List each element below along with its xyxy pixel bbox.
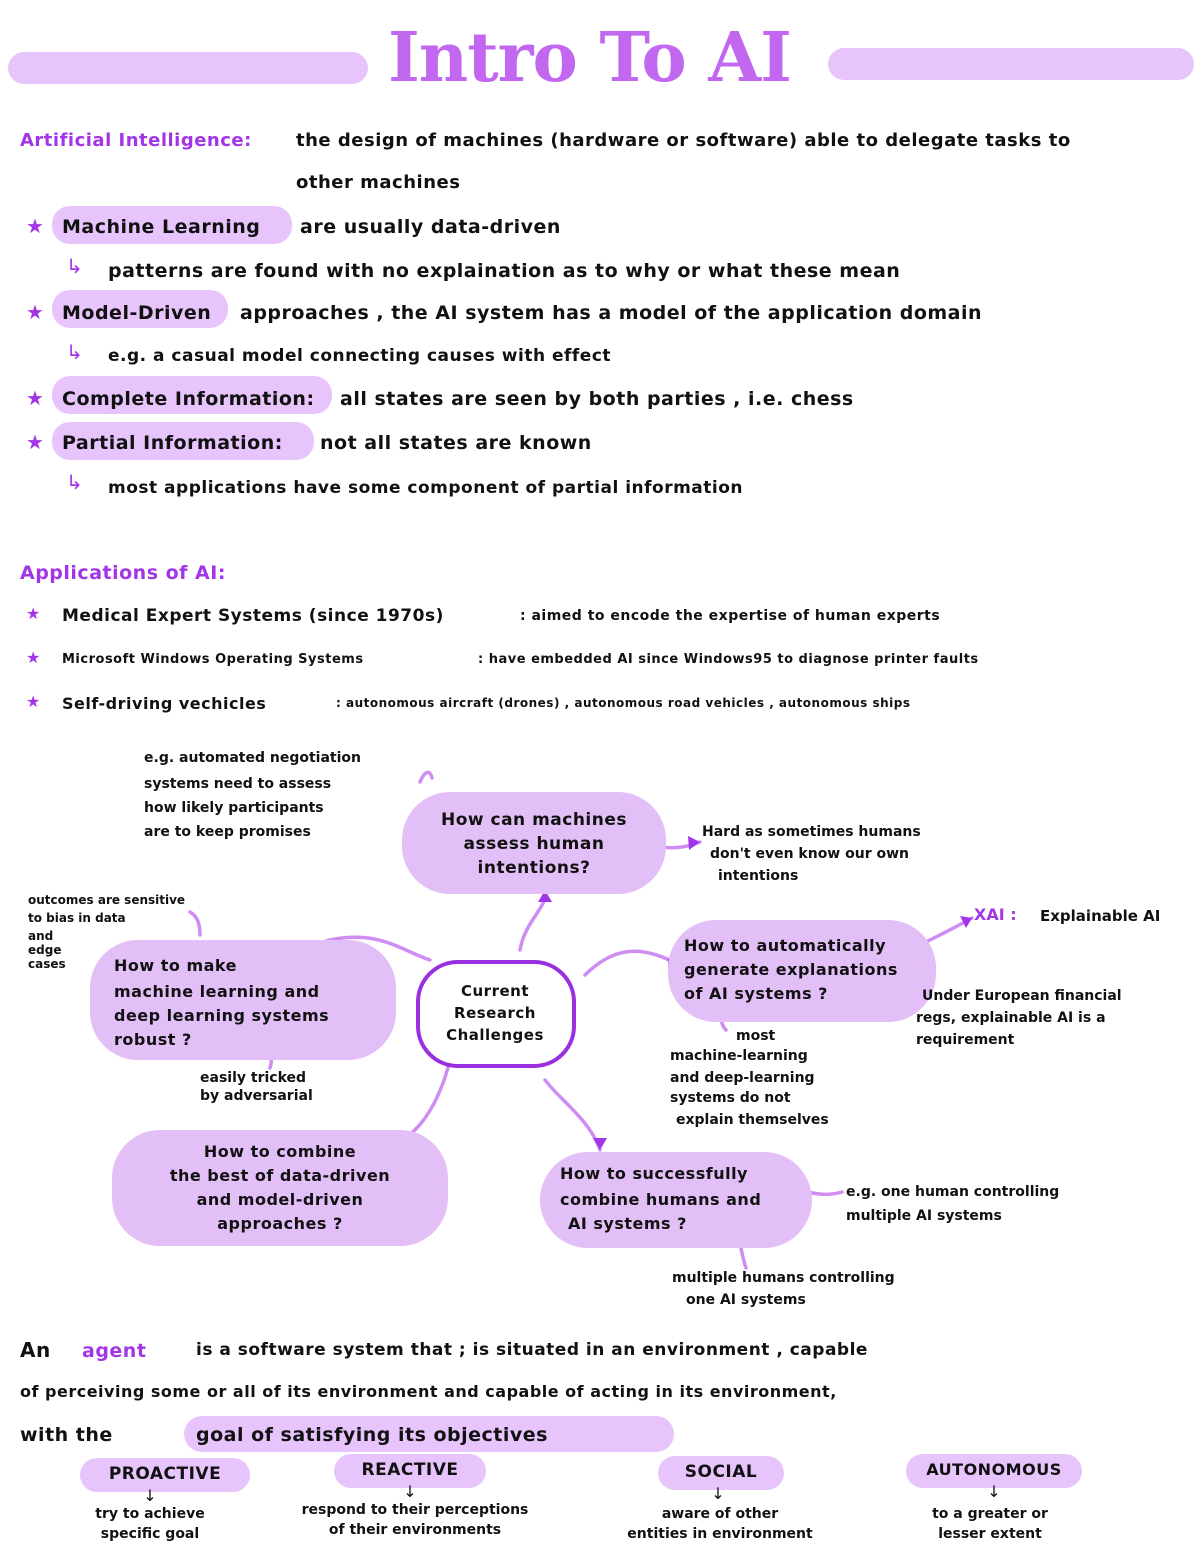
bullet-term: Complete Information: (62, 388, 315, 410)
application-text: : aimed to encode the expertise of human experts (520, 608, 941, 624)
star-icon: ★ (26, 386, 44, 410)
application-term: Self-driving vechicles (62, 694, 267, 713)
center-line: Research (454, 1004, 536, 1022)
bullet-term: Partial Information: (62, 432, 283, 454)
bullet-term: Machine Learning (62, 216, 261, 238)
question-line: combine humans and (560, 1190, 762, 1209)
question-line: of AI systems ? (684, 984, 828, 1003)
question-line: How to combine (203, 1142, 357, 1161)
question-line: and model-driven (196, 1190, 364, 1209)
down-arrow-icon: ↓ (987, 1482, 1001, 1501)
question-line: assess human (463, 834, 605, 854)
bullet-text: not all states are known (320, 432, 592, 454)
property-desc: aware of other (661, 1506, 779, 1522)
bullet-sub: patterns are found with no explaination as to why or what these mean (108, 260, 901, 282)
xai-label: XAI : (974, 905, 1017, 924)
note-line: machine-learning (670, 1048, 808, 1064)
property-desc: to a greater or (932, 1506, 1048, 1522)
question-line: deep learning systems (114, 1006, 330, 1025)
bullet-sub: most applications have some component of partial information (108, 478, 744, 498)
note-line: most (736, 1028, 776, 1044)
property-desc: lesser extent (938, 1526, 1042, 1542)
sub-arrow-icon: ↳ (66, 470, 83, 494)
note-line: how likely participants (144, 800, 324, 816)
note-line: multiple humans controlling (672, 1270, 895, 1286)
bullet-term: Model-Driven (62, 302, 212, 324)
note-line: don't even know our own (710, 846, 910, 862)
note-line: to bias in data (28, 911, 126, 925)
note-line: Under European financial (922, 988, 1122, 1004)
agent-line1: is a software system that ; is situated in an environment , capable (196, 1340, 868, 1360)
property-label: PROACTIVE (108, 1464, 222, 1484)
application-text: : autonomous aircraft (drones) , autonomous road vehicles , autonomous ships (336, 696, 911, 710)
note-line: systems do not (670, 1090, 791, 1106)
property-desc: entities in environment (627, 1526, 813, 1542)
center-line: Current (460, 982, 529, 1000)
page-title: Intro To AI (388, 18, 791, 98)
sub-arrow-icon: ↳ (66, 340, 83, 364)
agent-word: agent (82, 1340, 147, 1362)
star-icon: ★ (26, 214, 44, 238)
question-line: intentions? (477, 858, 591, 878)
question-line: generate explanations (684, 960, 898, 979)
down-arrow-icon: ↓ (403, 1482, 417, 1501)
bullet-text: approaches , the AI system has a model of the application domain (240, 302, 983, 324)
note-line: e.g. automated negotiation (144, 750, 361, 766)
bullet-sub: e.g. a casual model connecting causes with effect (108, 346, 612, 366)
note-line: regs, explainable AI is a (916, 1010, 1106, 1026)
note-line: multiple AI systems (846, 1208, 1002, 1224)
star-icon: ★ (26, 300, 44, 324)
note-line: are to keep promises (144, 824, 311, 840)
question-line: AI systems ? (568, 1214, 687, 1233)
center-line: Challenges (446, 1026, 544, 1044)
note-line: intentions (718, 868, 799, 884)
question-line: How to automatically (684, 936, 887, 955)
note-line: systems need to assess (144, 776, 332, 792)
down-arrow-icon: ↓ (143, 1486, 157, 1505)
note-line: outcomes are sensitive (28, 893, 186, 907)
star-icon: ★ (26, 648, 41, 667)
property-desc: respond to their perceptions (301, 1502, 529, 1518)
question-line: the best of data-driven (169, 1166, 391, 1185)
note-line: edge (28, 943, 62, 957)
agent-goal: goal of satisfying its objectives (196, 1424, 548, 1446)
down-arrow-icon: ↓ (711, 1484, 725, 1503)
bullet-text: are usually data-driven (300, 216, 561, 238)
question-line: approaches ? (217, 1214, 343, 1233)
agent-prefix: An (20, 1338, 51, 1362)
note-line: Hard as sometimes humans (702, 824, 921, 840)
question-line: How to make (114, 956, 237, 975)
definition-term: Artificial Intelligence: (20, 130, 252, 151)
agent-line2: of perceiving some or all of its environment and capable of acting in its environment, (20, 1382, 837, 1401)
question-line: machine learning and (114, 982, 320, 1001)
note-line: explain themselves (676, 1112, 829, 1128)
sub-arrow-icon: ↳ (66, 254, 83, 278)
application-term: Microsoft Windows Operating Systems (62, 652, 364, 667)
property-label: AUTONOMOUS (926, 1460, 1062, 1479)
question-line: How can machines (440, 810, 628, 830)
note-line: and deep-learning (670, 1070, 815, 1086)
note-line: one AI systems (686, 1292, 806, 1308)
note-line: and (28, 929, 54, 943)
property-desc: specific goal (100, 1526, 200, 1542)
property-label: SOCIAL (684, 1462, 758, 1482)
star-icon: ★ (26, 692, 41, 711)
note-line: requirement (916, 1032, 1015, 1048)
agent-line3-prefix: with the (20, 1424, 113, 1446)
definition-line1: the design of machines (hardware or software) able to delegate tasks to (296, 130, 1071, 151)
bullet-text: all states are seen by both parties , i.e. chess (340, 388, 854, 410)
star-icon: ★ (26, 430, 44, 454)
star-icon: ★ (26, 604, 41, 623)
application-term: Medical Expert Systems (since 1970s) (62, 606, 444, 626)
property-desc: of their environments (328, 1522, 502, 1538)
applications-heading: Applications of AI: (20, 562, 226, 584)
application-text: : have embedded AI since Windows95 to diagnose printer faults (478, 652, 979, 667)
definition-line2: other machines (296, 172, 461, 193)
property-label: REACTIVE (361, 1460, 459, 1480)
note-line: by adversarial (200, 1088, 313, 1104)
question-line: robust ? (114, 1030, 192, 1049)
note-line: e.g. one human controlling (846, 1184, 1060, 1200)
note-line: cases (28, 957, 66, 971)
question-line: How to successfully (560, 1164, 748, 1183)
xai-text: Explainable AI (1040, 907, 1161, 925)
note-line: easily tricked (200, 1070, 307, 1086)
property-desc: try to achieve (95, 1506, 205, 1522)
